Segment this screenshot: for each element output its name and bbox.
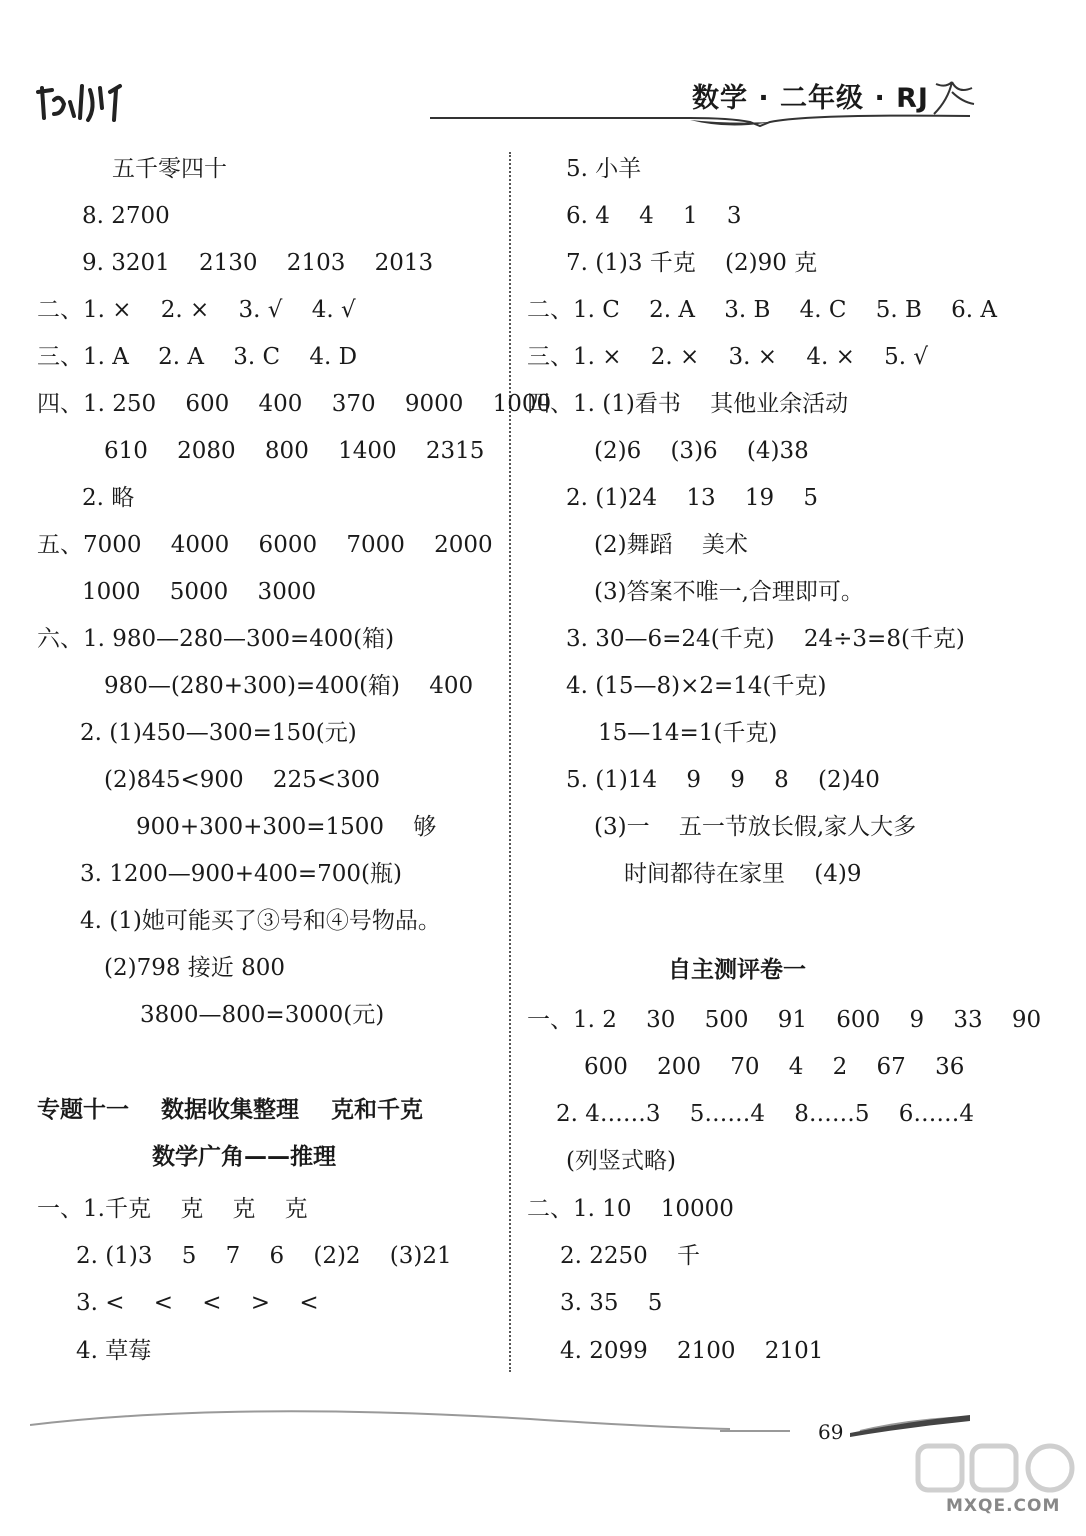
answer-line: 9. 3201 2130 2103 2013: [82, 250, 434, 276]
answer-line: 5. 小羊: [566, 156, 642, 182]
answer-line: 四、1. (1)看书 其他业余活动: [527, 391, 849, 417]
answer-line: 4. (15—8)×2=14(千克): [566, 673, 827, 699]
answer-line: 4. 2099 2100 2101: [560, 1338, 824, 1364]
answer-line: (2)845<900 225<300: [104, 767, 380, 793]
answer-line: 2. 2250 千: [560, 1243, 701, 1269]
answer-line: 3. 35 5: [560, 1290, 663, 1316]
answer-line: (2)舞蹈 美术: [594, 532, 748, 558]
answer-line: 四、1. 250 600 400 370 9000 1000: [37, 391, 552, 417]
header-swoosh-rule: [430, 108, 970, 130]
answer-line: 一、1. 2 30 500 91 600 9 33 90: [527, 1007, 1042, 1033]
answer-line: 三、1. × 2. × 3. × 4. × 5. √: [527, 344, 928, 370]
answer-line: 2. 4……3 5……4 8……5 6……4: [556, 1101, 975, 1127]
answer-line: 六、1. 980—280—300=400(箱): [37, 626, 395, 652]
answer-line: 600 200 70 4 2 67 36: [584, 1054, 965, 1080]
answer-line: 一、1.千克 克 克 克: [37, 1196, 308, 1222]
answer-line: 二、1. × 2. × 3. √ 4. √: [37, 297, 356, 323]
answer-line: 980—(280+300)=400(箱) 400: [104, 673, 474, 699]
page-number: 69: [818, 1420, 844, 1444]
answer-line: 2. 略: [82, 485, 135, 511]
answer-line: 3. < < < > <: [76, 1290, 319, 1316]
header-brush-decoration-icon: [30, 78, 150, 126]
watermark-text: MXQE.COM: [946, 1496, 1061, 1516]
answer-line: 7. (1)3 千克 (2)90 克: [566, 250, 818, 276]
answer-line: (2)798 接近 800: [104, 955, 286, 981]
answer-line: 2. (1)450—300=150(元): [80, 720, 357, 746]
answer-line: (列竖式略): [566, 1148, 676, 1174]
answer-line: 4. 草莓: [76, 1338, 152, 1364]
answer-line: 五千零四十: [112, 156, 227, 182]
answer-line: 二、1. 10 10000: [527, 1196, 734, 1222]
answer-line: 三、1. A 2. A 3. C 4. D: [37, 344, 358, 370]
answer-line: 2. (1)3 5 7 6 (2)2 (3)21: [76, 1243, 452, 1269]
answer-line: 5. (1)14 9 9 8 (2)40: [566, 767, 880, 793]
answer-line: 3. 30—6=24(千克) 24÷3=8(千克): [566, 626, 965, 652]
answer-line: 五、7000 4000 6000 7000 2000: [37, 532, 493, 558]
column-divider: [509, 152, 511, 1372]
answer-line: (3)答案不唯一,合理即可。: [594, 579, 864, 605]
answer-line: 时间都待在家里 (4)9: [624, 861, 862, 887]
answer-line: (2)6 (3)6 (4)38: [594, 438, 809, 464]
answer-line: 6. 4 4 1 3: [566, 203, 742, 229]
answer-line: 4. (1)她可能买了③号和④号物品。: [80, 908, 441, 934]
answer-line: (3)一 五一节放长假,家人大多: [594, 814, 917, 840]
answer-line: 1000 5000 3000: [82, 579, 317, 605]
answer-line: 610 2080 800 1400 2315: [104, 438, 485, 464]
answer-line: 900+300+300=1500 够: [136, 814, 437, 840]
watermark-logo-icon: [912, 1440, 1080, 1530]
answer-line: 15—14=1(千克): [598, 720, 778, 746]
header-title: 数学 · 二年级 · RJ: [692, 83, 929, 114]
answer-line: 3800—800=3000(元): [140, 1002, 385, 1028]
section-subheading: 数学广角——推理: [152, 1144, 336, 1170]
answer-line: 二、1. C 2. A 3. B 4. C 5. B 6. A: [527, 297, 997, 323]
answer-line: 3. 1200—900+400=700(瓶): [80, 861, 402, 887]
answer-line: 8. 2700: [82, 203, 170, 229]
section-heading: 自主测评卷一: [668, 957, 806, 983]
answer-line: 2. (1)24 13 19 5: [566, 485, 819, 511]
section-heading: 专题十一 数据收集整理 克和千克: [37, 1097, 424, 1123]
